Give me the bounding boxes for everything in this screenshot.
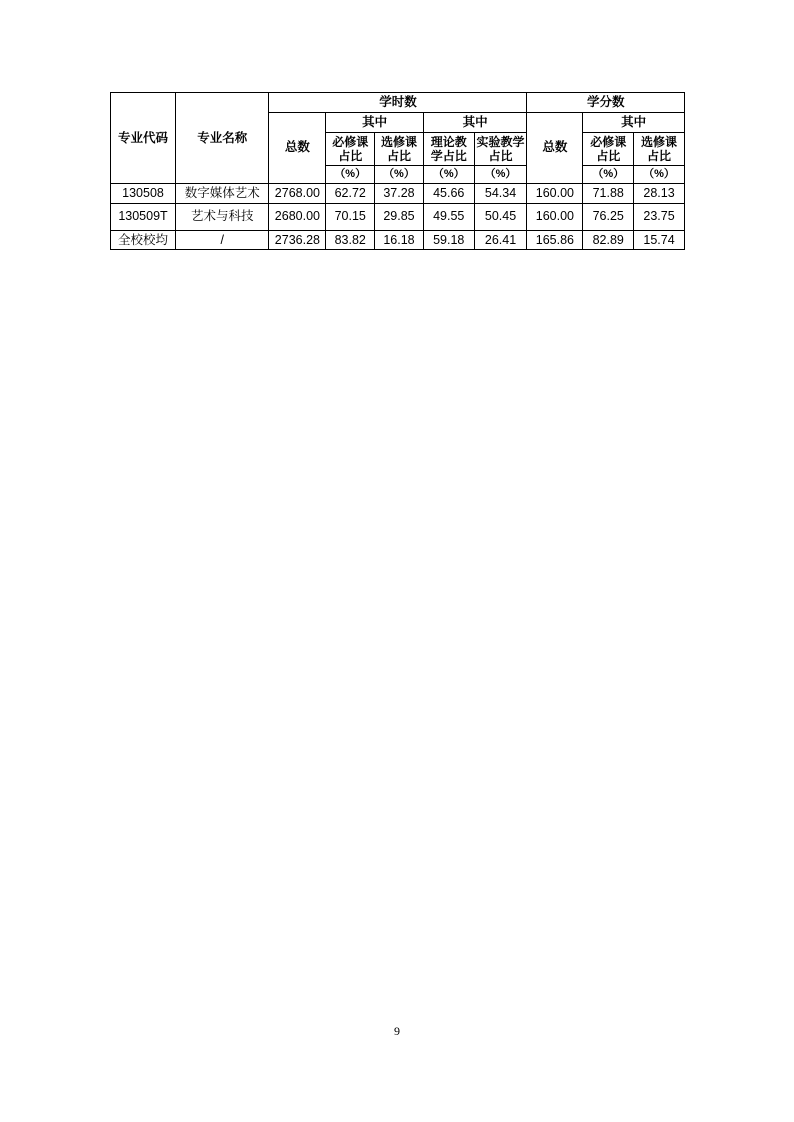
cell-credits-total: 160.00 [527,183,583,203]
header-hours-of-which: 其中 [326,112,424,132]
cell-credits-required-pct: 76.25 [583,203,634,230]
cell-credits-elective-pct: 28.13 [634,183,685,203]
header-hours-total: 总数 [269,112,326,183]
header-credits-total: 总数 [527,112,583,183]
cell-code: 全校校均 [111,230,176,250]
cell-hours-elective-pct: 37.28 [375,183,424,203]
cell-hours-elective-pct: 16.18 [375,230,424,250]
header-unit-credits-elective: （%） [634,165,685,183]
cell-code: 130509T [111,203,176,230]
header-credits-elective-ratio: 选修课占比 [634,132,685,165]
header-hours-of-which-2: 其中 [423,112,527,132]
cell-name: 艺术与科技 [176,203,269,230]
page-number: 9 [394,1024,400,1038]
cell-code: 130508 [111,183,176,203]
header-credits-required-ratio: 必修课占比 [583,132,634,165]
curriculum-statistics-table [110,92,685,250]
cell-name: 数字媒体艺术 [176,183,269,203]
header-unit-hours-required: （%） [326,165,375,183]
cell-name: / [176,230,269,250]
cell-credits-total: 160.00 [527,203,583,230]
cell-credits-required-pct: 71.88 [583,183,634,203]
header-unit-hours-experiment: （%） [474,165,527,183]
header-hours-experiment-ratio: 实验教学占比 [474,132,527,165]
cell-hours-theory-pct: 45.66 [423,183,474,203]
header-unit-credits-required: （%） [583,165,634,183]
cell-hours-experiment-pct: 26.41 [474,230,527,250]
header-hours-theory-ratio: 理论教学占比 [423,132,474,165]
cell-credits-total: 165.86 [527,230,583,250]
cell-hours-theory-pct: 59.18 [423,230,474,250]
cell-hours-required-pct: 83.82 [326,230,375,250]
table-row [111,183,685,203]
table [110,92,685,250]
cell-credits-required-pct: 82.89 [583,230,634,250]
cell-hours-required-pct: 70.15 [326,203,375,230]
header-hours-elective-ratio: 选修课占比 [375,132,424,165]
header-group-class-hours: 学时数 [269,93,527,113]
header-major-name: 专业名称 [176,93,269,184]
cell-credits-elective-pct: 15.74 [634,230,685,250]
header-major-code: 专业代码 [111,93,176,184]
table-row [111,230,685,250]
header-credits-of-which: 其中 [583,112,685,132]
cell-hours-theory-pct: 49.55 [423,203,474,230]
cell-hours-total: 2680.00 [269,203,326,230]
header-unit-hours-elective: （%） [375,165,424,183]
header-unit-hours-theory: （%） [423,165,474,183]
cell-hours-experiment-pct: 50.45 [474,203,527,230]
cell-hours-elective-pct: 29.85 [375,203,424,230]
cell-hours-required-pct: 62.72 [326,183,375,203]
cell-hours-total: 2768.00 [269,183,326,203]
cell-credits-elective-pct: 23.75 [634,203,685,230]
cell-hours-total: 2736.28 [269,230,326,250]
header-hours-required-ratio: 必修课占比 [326,132,375,165]
table-row [111,203,685,230]
table-header-row-1 [111,93,685,113]
header-group-credits: 学分数 [527,93,685,113]
cell-hours-experiment-pct: 54.34 [474,183,527,203]
